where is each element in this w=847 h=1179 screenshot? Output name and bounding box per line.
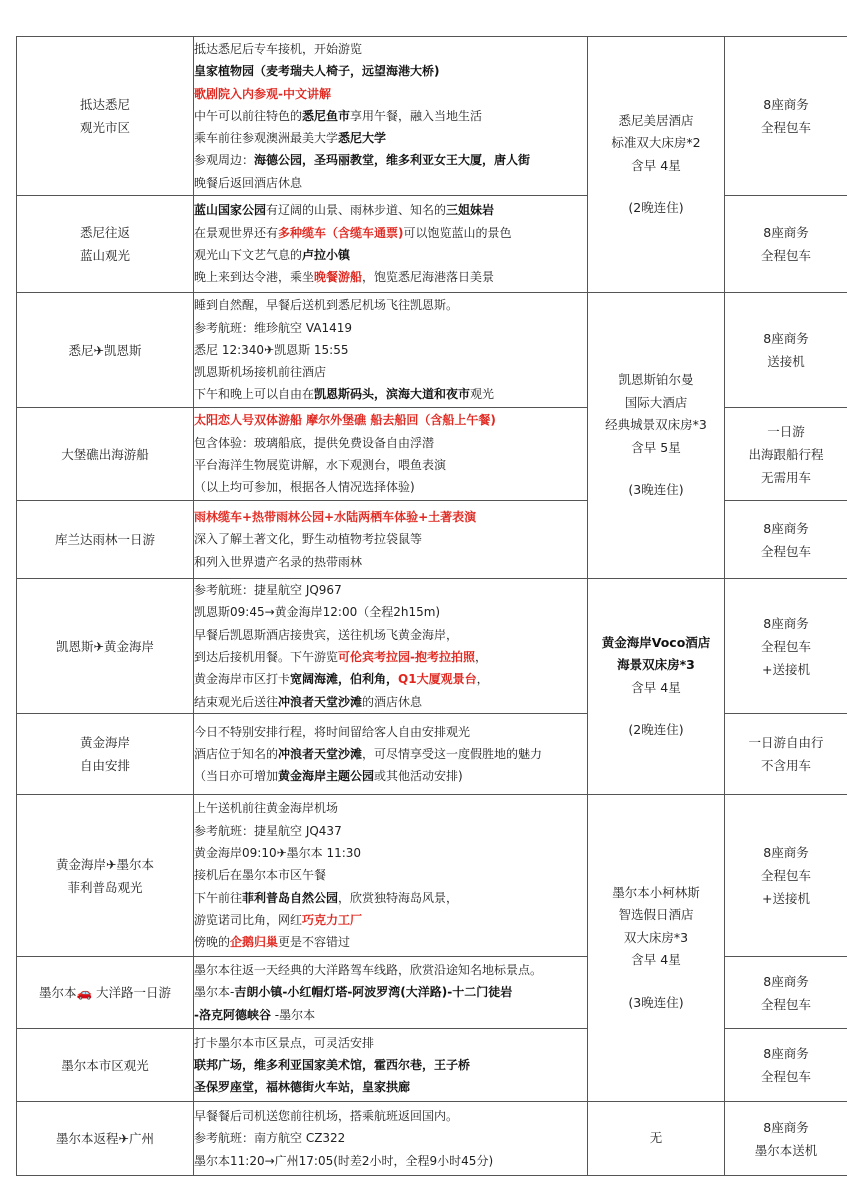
description-line (194, 1150, 587, 1172)
description-text: 墨尔本11:20→广州17:05(时差2小时，全程9小时45分) (194, 1153, 494, 1168)
description-line (194, 579, 587, 601)
description-line (194, 668, 587, 690)
description-line (194, 959, 587, 981)
description-cell (194, 795, 588, 957)
description-line (194, 1054, 587, 1076)
day-cell (17, 1102, 194, 1176)
description-text: 抵达悉尼后专车接机，开始游览 (194, 41, 363, 56)
car-service-label: +送接机 (762, 661, 810, 677)
description-text: 结束观光后送往 (194, 694, 279, 709)
hotel-line: 海景双床房*3 (617, 657, 695, 672)
description-text: 在景观世界还有 (194, 225, 279, 240)
hotel-line: 含早 4星 (631, 157, 681, 173)
description-text: 早餐餐后司机送您前往机场，搭乘航班返回国内。 (194, 1109, 459, 1124)
description-text: 墨尔本- (194, 985, 235, 1000)
description-text: 可以饱览蓝山的景色 (403, 225, 512, 240)
description-cell (194, 714, 588, 795)
description-line (194, 60, 587, 82)
description-line (194, 294, 587, 316)
car-service-label: 8座商务 (763, 97, 809, 112)
description-line (194, 765, 587, 787)
car-service-label: 8座商务 (763, 1046, 809, 1061)
description-line (194, 476, 587, 498)
description-text: 到达后接机用餐。下午游览 (194, 650, 339, 664)
car-cell (725, 714, 847, 795)
bold-text: 皇家植物园（麦考瑞夫人椅子，远望海港大桥) (194, 64, 440, 79)
car-service-label: 8座商务 (763, 845, 809, 860)
day-label: 悉尼✈凯恩斯 (68, 342, 142, 358)
description-line (194, 551, 587, 573)
description-cell (194, 37, 588, 196)
description-text: 早餐后凯恩斯酒店接贵宾，送往机场飞黄金海岸， (194, 627, 459, 642)
car-cell (725, 1102, 847, 1176)
car-service-label: 8座商务 (763, 225, 809, 240)
hotel-line: 悉尼美居酒店 (618, 112, 694, 128)
description-text: 更是不容错过 (278, 935, 351, 950)
description-text: 晚餐后返回酒店休息 (194, 175, 303, 190)
description-text: 中午可以前往特色的 (194, 108, 303, 123)
description-line (194, 127, 587, 149)
description-cell (194, 957, 588, 1029)
car-cell (725, 1029, 847, 1102)
description-line (194, 981, 587, 1003)
description-line (194, 887, 587, 909)
highlight-text: 多种缆车（含缆车通票) (278, 225, 404, 240)
day-label: 黄金海岸 (79, 735, 130, 750)
bold-text: 菲利普岛自然公园 (242, 890, 339, 905)
description-text: 观光山下文艺气息的 (194, 248, 303, 262)
description-text: 有辽阔的山景、雨林步道、知名的 (266, 203, 447, 218)
day-cell (17, 1029, 194, 1102)
hotel-line: (3晚连住) (628, 482, 684, 498)
description-line (194, 105, 587, 127)
description-text: 接机后在墨尔本市区午餐 (194, 868, 327, 883)
highlight-text: 歌剧院入内参观-中文讲解 (194, 86, 331, 101)
description-text: 深入了解土著文化，野生动植物考拉袋鼠等 (194, 532, 423, 547)
bold-text: 蓝山国家公园 (194, 203, 267, 218)
hotel-line: 经典城景双床房*3 (605, 417, 707, 433)
car-service-label: 送接机 (767, 354, 805, 369)
day-cell (17, 957, 194, 1029)
description-line (194, 317, 587, 339)
day-label: 墨尔本🚗 大洋路一日游 (38, 985, 172, 1000)
day-label: 悉尼往返 (79, 225, 130, 240)
bold-text: -洛克阿德峡谷 (194, 1007, 271, 1022)
description-text: 下午前往 (194, 890, 243, 905)
description-line (194, 454, 587, 476)
itinerary-table (16, 36, 847, 1176)
description-text: 酒店位于知名的 (194, 746, 279, 761)
description-text: 参观周边： (194, 153, 255, 168)
description-line (194, 601, 587, 623)
car-cell (725, 196, 847, 293)
highlight-text: 晚餐游船 (314, 270, 363, 285)
description-text: 或其他活动安排) (374, 769, 463, 784)
description-text: 凯恩斯09:45→黄金海岸12:00（全程2h15m) (194, 605, 441, 620)
description-text: 打卡墨尔本市区景点，可灵活安排 (194, 1035, 375, 1050)
table-row (17, 1102, 847, 1176)
description-line (194, 864, 587, 886)
description-text: 晚上来到达令港，乘坐 (194, 270, 315, 285)
car-service-label: 全程包车 (760, 638, 811, 654)
car-cell (725, 957, 847, 1029)
hotel-spacer (588, 177, 724, 197)
description-line (194, 83, 587, 105)
bold-text: 联邦广场，维多利亚国家美术馆，霍西尔巷，王子桥 (194, 1057, 471, 1072)
description-line (194, 149, 587, 171)
car-service-label: 8座商务 (763, 1119, 809, 1135)
highlight-text: 巧克力工厂 (302, 912, 363, 927)
description-text: 参考航班：捷星航空 JQ967 (194, 583, 342, 598)
car-service-label: 一日游 (767, 423, 805, 439)
description-line (194, 528, 587, 550)
description-line (194, 1032, 587, 1054)
car-service-label: 无需用车 (760, 469, 811, 485)
table-row (17, 37, 847, 196)
day-label: 观光市区 (79, 120, 130, 135)
day-label: 黄金海岸✈墨尔本 (56, 856, 154, 872)
hotel-line: 双大床房*3 (623, 929, 689, 945)
description-line (194, 1076, 587, 1098)
description-text: 悉尼 12:340✈凯恩斯 15:55 (194, 342, 349, 357)
bold-text: 卢拉小镇 (302, 248, 351, 262)
description-line (194, 199, 587, 221)
description-text: 傍晚的 (194, 935, 231, 950)
description-text: ，饱览悉尼海港落日美景 (362, 270, 495, 285)
car-service-label: 全程包车 (760, 1069, 811, 1084)
car-service-label: 墨尔本送机 (754, 1142, 818, 1158)
hotel-cell (588, 37, 725, 293)
day-cell (17, 795, 194, 957)
day-cell (17, 37, 194, 196)
hotel-cell (588, 579, 725, 795)
hotel-line: 黄金海岸Voco酒店 (601, 634, 711, 650)
description-text: 游览诺司比角，网红 (194, 912, 303, 927)
bold-text: 冲浪者天堂沙滩 (278, 694, 363, 709)
description-text: -墨尔本 (270, 1007, 316, 1022)
description-line (194, 721, 587, 743)
hotel-line: (2晚连住) (628, 722, 684, 737)
highlight-text: 企鹅归巢 (230, 935, 279, 950)
description-line (194, 820, 587, 842)
day-label: 抵达悉尼 (79, 97, 130, 112)
description-text: 凯恩斯机场接机前往酒店 (194, 365, 327, 380)
description-line (194, 743, 587, 765)
day-label: 菲利普岛观光 (67, 879, 143, 895)
day-label: 大堡礁出海游船 (61, 446, 149, 462)
car-service-label: 出海跟船行程 (748, 446, 824, 462)
description-text: 和列入世界遗产名录的热带雨林 (194, 554, 363, 569)
description-line (194, 339, 587, 361)
description-cell (194, 408, 588, 501)
description-text: 享用午餐，融入当地生活 (350, 108, 483, 123)
description-cell (194, 501, 588, 579)
description-cell (194, 1102, 588, 1176)
hotel-line: 含早 5星 (631, 439, 681, 455)
description-line (194, 244, 587, 266)
hotel-line: (2晚连住) (628, 200, 684, 215)
car-service-label: 8座商务 (763, 520, 809, 536)
hotel-cell (588, 795, 725, 1102)
day-label: 库兰达雨林一日游 (54, 532, 155, 547)
hotel-line: 含早 4星 (631, 952, 681, 968)
highlight-text: 雨林缆车+热带雨林公园+水陆两栖车体验+土著表演 (194, 510, 477, 525)
description-text: 观光 (470, 387, 495, 402)
day-cell (17, 714, 194, 795)
day-label: 凯恩斯✈黄金海岸 (56, 638, 154, 654)
description-text: 平台海洋生物展览讲解，水下观测台，喂鱼表演 (194, 458, 447, 472)
description-line (194, 646, 587, 668)
car-cell (725, 795, 847, 957)
bold-text: 悉尼鱼市 (302, 108, 351, 123)
hotel-cell (588, 293, 725, 579)
description-text: ，欣赏独特海岛风景， (338, 890, 459, 905)
day-cell (17, 501, 194, 579)
car-cell (725, 501, 847, 579)
bold-text: 三姐妹岩 (446, 203, 495, 218)
description-text: ， (475, 650, 488, 664)
day-label: 墨尔本返程✈广州 (56, 1131, 154, 1146)
description-text: 下午和晚上可以自由在 (194, 387, 315, 402)
car-cell (725, 408, 847, 501)
description-line (194, 909, 587, 931)
car-service-label: 全程包车 (760, 248, 811, 263)
bold-text: 海德公园，圣玛丽教堂，维多利亚女王大厦，唐人街 (254, 153, 531, 168)
car-service-label: +送接机 (762, 891, 810, 906)
day-cell (17, 196, 194, 293)
hotel-line: (3晚连住) (628, 994, 684, 1010)
description-line (194, 409, 587, 431)
description-text: 参考航班：南方航空 CZ322 (194, 1131, 346, 1146)
description-text: 黄金海岸09:10✈墨尔本 11:30 (194, 846, 362, 861)
day-label: 墨尔本市区观光 (61, 1057, 149, 1073)
description-text: 睡到自然醒，早餐后送机到悉尼机场飞往凯恩斯。 (194, 298, 459, 313)
description-line (194, 266, 587, 288)
day-cell (17, 293, 194, 408)
table-row (17, 579, 847, 714)
table-row (17, 795, 847, 957)
description-line (194, 842, 587, 864)
highlight-text: 可伦宾考拉园-抱考拉拍照 (338, 650, 475, 664)
description-text: 参考航班：维珍航空 VA1419 (194, 320, 353, 335)
description-line (194, 506, 587, 528)
bold-text: 冲浪者天堂沙滩 (278, 746, 363, 761)
description-line (194, 1004, 587, 1026)
description-text: 的酒店休息 (362, 694, 423, 709)
description-text: （以上均可参加，根据各人情况选择体验) (194, 480, 415, 495)
car-service-label: 全程包车 (760, 543, 811, 559)
description-text: 上午送机前往黄金海岸机场 (194, 801, 339, 816)
description-line (194, 1127, 587, 1149)
description-line (194, 383, 587, 405)
description-text: （当日亦可增加 (194, 769, 279, 784)
day-cell (17, 579, 194, 714)
description-text: 参考航班：捷星航空 JQ437 (194, 823, 342, 838)
description-text: 黄金海岸市区打卡 (194, 672, 291, 687)
bold-text: 伯利角， (350, 672, 399, 687)
hotel-line: 国际大酒店 (624, 394, 688, 410)
description-text: 包含体验：玻璃船底，提供免费设备自由浮潜 (194, 435, 435, 450)
description-text: 墨尔本往返一天经典的大洋路驾车线路，欣赏沿途知名地标景点。 (194, 963, 543, 978)
description-line (194, 172, 587, 194)
description-line (194, 432, 587, 454)
description-line (194, 38, 587, 60)
hotel-line: 墨尔本小柯林斯 (612, 884, 700, 900)
description-cell (194, 196, 588, 293)
hotel-spacer (588, 699, 724, 719)
hotel-spacer (588, 972, 724, 992)
car-cell (725, 37, 847, 196)
description-text: ，可尽情享受这一度假胜地的魅力 (362, 746, 543, 761)
description-cell (194, 579, 588, 714)
bold-text: 宽阔海滩， (290, 672, 351, 687)
car-cell (725, 579, 847, 714)
car-service-label: 8座商务 (763, 973, 809, 989)
bold-text: 悉尼大学 (338, 131, 387, 146)
description-line (194, 1105, 587, 1127)
day-cell (17, 408, 194, 501)
description-text: 乘车前往参观澳洲最美大学 (194, 131, 339, 146)
car-service-label: 不含用车 (760, 758, 811, 773)
highlight-text: Q1大厦观景台 (398, 672, 477, 687)
description-line (194, 931, 587, 953)
hotel-line: 凯恩斯铂尔曼 (618, 372, 694, 388)
car-service-label: 全程包车 (760, 996, 811, 1012)
car-service-label: 全程包车 (760, 120, 811, 135)
description-cell (194, 1029, 588, 1102)
table-row (17, 293, 847, 408)
bold-text: 吉朗小镇-小红帽灯塔-阿波罗湾(大洋路)-十二门徒岩 (234, 985, 513, 1000)
hotel-line: 无 (649, 1130, 663, 1146)
day-label: 蓝山观光 (79, 248, 130, 263)
description-text: 今日不特别安排行程，将时间留给客人自由安排观光 (194, 724, 471, 739)
hotel-line: 含早 4星 (631, 679, 681, 695)
description-line (194, 222, 587, 244)
car-cell (725, 293, 847, 408)
hotel-line: 标准双大床房*2 (611, 135, 701, 150)
bold-text: 圣保罗座堂，福林德街火车站，皇家拱廊 (194, 1080, 411, 1095)
description-line (194, 361, 587, 383)
car-service-label: 8座商务 (763, 331, 809, 346)
car-service-label: 一日游自由行 (748, 735, 824, 750)
bold-text: 凯恩斯码头，滨海大道和夜市 (314, 387, 471, 402)
car-service-label: 全程包车 (760, 868, 811, 883)
description-line (194, 624, 587, 646)
day-label: 自由安排 (79, 758, 130, 773)
description-text: ， (476, 672, 489, 687)
hotel-cell (588, 1102, 725, 1176)
highlight-text: 太阳恋人号双体游船 摩尔外堡礁 船去船回（含船上午餐) (194, 413, 496, 428)
hotel-spacer (588, 459, 724, 479)
car-service-label: 8座商务 (763, 615, 809, 631)
bold-text: 黄金海岸主题公园 (278, 769, 375, 784)
description-line (194, 691, 587, 713)
description-line (194, 797, 587, 819)
description-cell (194, 293, 588, 408)
hotel-line: 智选假日酒店 (618, 907, 694, 923)
